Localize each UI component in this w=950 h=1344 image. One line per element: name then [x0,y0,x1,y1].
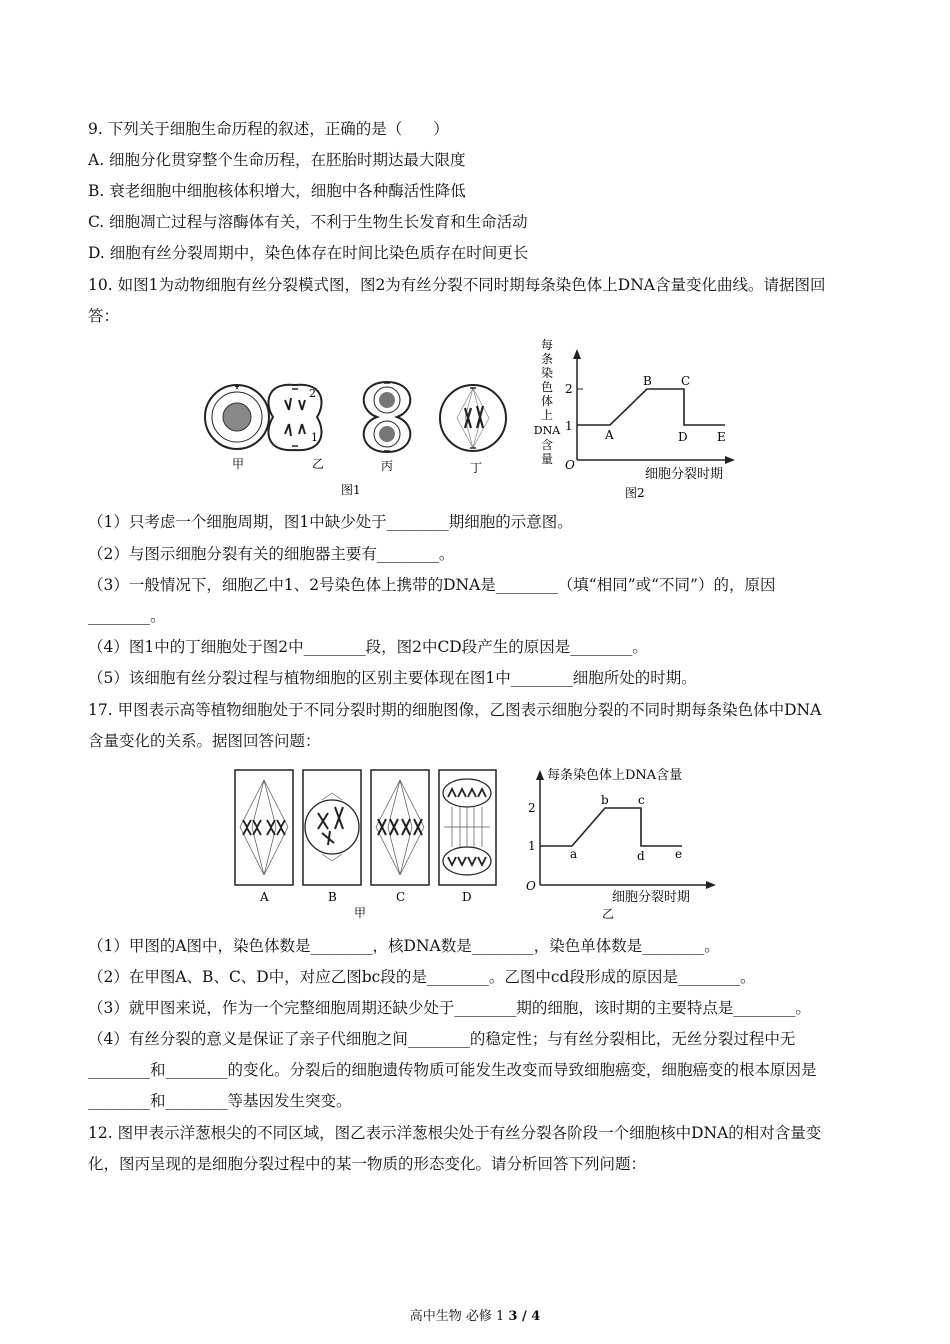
cell-ding-diagram [440,385,506,451]
fig2-ytick-1: 1 [565,419,573,433]
label-yi: 乙 [312,457,325,471]
fig2-point-a: A [605,428,614,442]
yi-point-a: a [570,847,578,861]
label-a: A [260,890,269,904]
label-jia: 甲 [232,457,245,471]
label-c: C [396,890,406,904]
yi-ytick-1: 1 [528,839,536,853]
ylabel-char: 染 [540,366,554,380]
ylabel-char: 上 [540,408,554,422]
yi-title: 每条染色体上DNA含量 [547,768,683,783]
fig2-xlabel: 细胞分裂时期 [645,467,724,482]
ylabel-char: 每 [540,338,554,352]
q10-stem-line1: 10. 如图1为动物细胞有丝分裂模式图，图2为有丝分裂不同时期每条染色体上DNA含量变化曲线。请据图回 [88,276,826,294]
ylabel-char: 体 [540,394,554,408]
cell-c-diagram [371,770,429,885]
fig2-curve [577,389,725,425]
fig1-caption: 图1 [341,483,361,497]
label-ding: 丁 [470,461,483,475]
ylabel-char: 色 [540,380,554,394]
q9-option-c: C. 细胞凋亡过程与溶酶体有关，不利于生物生长发育和生命活动 [88,213,528,231]
q9-option-a: A. 细胞分化贯穿整个生命历程，在胚胎时期达最大限度 [88,151,466,169]
page-number: 3 / 4 [508,1309,541,1324]
yi-origin: O [526,879,536,893]
q10-figure-2 [525,335,740,505]
label-b: B [328,890,337,904]
label-bing: 丙 [381,459,394,473]
cell-a-diagram [235,770,293,885]
q17-sub-4-cont2: ________和________等基因发生突变。 [88,1092,352,1110]
q17-figure-yi [520,760,720,925]
fig2-origin: O [565,458,575,472]
fig2-point-e: E [717,430,726,444]
q10-sub-2: （2）与图示细胞分裂有关的细胞器主要有________。 [88,545,455,563]
q12-line1: 12. 图甲表示洋葱根尖的不同区域，图乙表示洋葱根尖处于有丝分裂各阶段一个细胞核中DNA的相对含量变 [88,1124,822,1142]
jia-caption: 甲 [354,906,367,920]
cell-bing-diagram [364,382,411,452]
fig2-point-b: B [643,374,652,388]
q17-sub-2: （2）在甲图A、B、C、D中，对应乙图bc段的是________。乙图中cd段形成的原因是________。 [88,968,756,986]
ylabel-char: 量 [540,452,554,466]
yi-caption: 乙 [602,907,615,921]
ylabel-char: DNA [533,424,561,437]
q17-figure-jia [230,765,500,925]
yi-ytick-2: 2 [528,801,536,815]
q10-sub-3-cont: ________。 [88,607,166,625]
fig2-caption: 图2 [625,486,645,500]
q17-sub-3: （3）就甲图来说，作为一个完整细胞周期还缺少处于________期的细胞，该时期的主要特点是________。 [88,999,811,1017]
fig2-ytick-2: 2 [565,382,573,396]
chrom-num-1: 1 [311,431,318,444]
yi-point-c: c [638,793,645,807]
fig2-point-d: D [678,430,688,444]
ylabel-char: 含 [540,438,554,452]
page-footer [0,1305,950,1324]
q10-sub-4: （4）图1中的丁细胞处于图2中________段，图2中CD段产生的原因是________。 [88,638,648,656]
cell-jia-diagram [205,384,269,449]
cell-b-diagram [303,770,361,885]
q9-stem: 9. 下列关于细胞生命历程的叙述，正确的是（ ） [88,120,449,138]
chrom-num-2: 2 [309,387,316,400]
q9-option-b: B. 衰老细胞中细胞核体积增大，细胞中各种酶活性降低 [88,182,466,200]
q9-option-d: D. 细胞有丝分裂周期中，染色体存在时间比染色质存在时间更长 [88,244,529,262]
q10-sub-1: （1）只考虑一个细胞周期，图1中缺少处于________期细胞的示意图。 [88,513,573,531]
q17-sub-4: （4）有丝分裂的意义是保证了亲子代细胞之间________的稳定性；与有丝分裂相比，无丝分裂过程中无 [88,1030,796,1048]
yi-curve [540,808,682,846]
yi-xlabel: 细胞分裂时期 [612,890,691,905]
cell-yi-diagram [268,385,321,450]
label-d: D [462,890,472,904]
yi-point-b: b [601,793,609,807]
q10-stem-line2: 答： [88,307,120,325]
q12-line2: 化，图丙呈现的是细胞分裂过程中的某一物质的形态变化。请分析回答下列问题： [88,1155,647,1173]
yi-point-e: e [675,847,683,861]
q17-stem-line2: 含量变化的关系。据图回答问题： [88,732,321,750]
q10-sub-5: （5）该细胞有丝分裂过程与植物细胞的区别主要体现在图1中________细胞所处的时期。 [88,669,697,687]
yi-point-d: d [637,849,645,863]
fig2-point-c: C [681,374,691,388]
q17-stem-line1: 17. 甲图表示高等植物细胞处于不同分裂时期的细胞图像，乙图表示细胞分裂的不同时期每条染色体中DNA [88,701,822,719]
q17-sub-1: （1）甲图的A图中，染色体数是________，核DNA数是________，染色单体数是________。 [88,937,720,955]
q10-figure-1 [195,370,525,500]
q10-sub-3: （3）一般情况下，细胞乙中1、2号染色体上携带的DNA是________（填“相同”或“不同”）的，原因 [88,576,776,594]
footer-text: 高中生物 必修 1 [409,1309,509,1324]
ylabel-char: 条 [540,352,554,366]
q17-sub-4-cont1: ________和________的变化。分裂后的细胞遗传物质可能发生改变而导致细胞癌变，细胞癌变的根本原因是 [88,1061,817,1079]
